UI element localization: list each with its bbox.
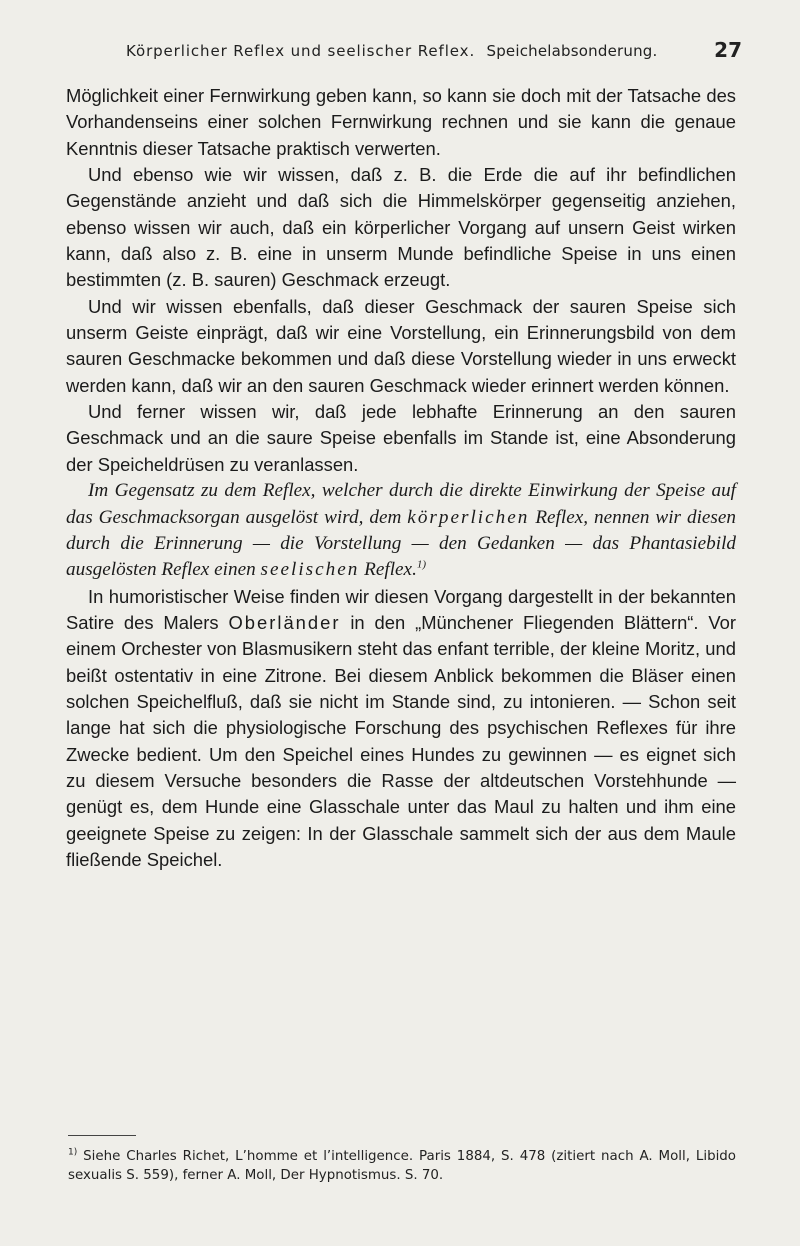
main-text <box>66 83 736 873</box>
running-title-line <box>126 42 658 60</box>
footnote-mark: 1) <box>68 1147 78 1158</box>
spaced-name-oberlaender: Oberländer <box>228 611 341 633</box>
paragraph-4: Und ferner wissen wir, daß jede lebhafte Erinnerung an den sauren Geschmack und an die saure Speise ebenfalls im Stande ist, eine Absonderung der Speicheldrüsen zu veranlassen. <box>66 401 736 475</box>
paragraph-3: Und wir wissen ebenfalls, daß dieser Geschmack der sauren Speise sich unserm Geiste einprägt, daß wir eine Vorstellung, ein Erinnerungsbild von dem sauren Geschmacke bekommen und daß diese Vorstellung wieder in uns erweckt werden kann, daß wir an den sauren Geschmack wieder erinnert werden können. <box>66 295 736 396</box>
running-header <box>90 38 740 68</box>
spaced-term-koerperlichen: körperlichen <box>407 506 530 528</box>
humor-text-1: In humoristischer Weise finden wir diesen Vorgang dargestellt in der bekannten Satire des Malers <box>66 585 736 633</box>
paragraph-humor <box>66 584 736 874</box>
footnote <box>68 1147 736 1185</box>
paragraph-1: Möglichkeit einer Fernwirkung geben kann, so kann sie doch mit der Tatsache des Vorhandenseins einer solchen Fernwirkung rechnen und sie kann die genaue Kenntnis dieser Tatsache praktisch verwerten. <box>66 85 736 159</box>
footnote-divider <box>68 1135 136 1136</box>
section-title: Speichelabsonderung. <box>486 42 658 60</box>
humor-text-2: in den „Münchener Fliegenden Blättern“. Vor einem Orchester von Blasmusikern steht das enfant terrible, der kleine Moritz, und beißt ostentativ in eine Zitrone. Bei diesem Anblick bekommen die Bläser einen solchen Speichelfluß, daß sie nicht im Stande sind, zu intonieren. — Schon seit lange hat sich die physiologische Forschung des psychischen Reflexes für ihre Zwecke bedient. Um den Speichel eines Hundes zu gewinnen — es eignet sich zu diesem Versuche besonders die Rasse der altdeutschen Vorstehhunde — genügt es, dem Hunde eine Glasschale unter das Maul zu halten und ihm eine geeignete Speise zu zeigen: In der Glasschale sammelt sich der aus dem Maule fließende Speichel. <box>66 611 736 870</box>
footnote-reference: 1) <box>416 558 427 571</box>
definition-text-1: Im Gegensatz zu dem Reflex, welcher durch die direkte Einwirkung der Speise auf das Geschmacksorgan ausgelöst wird, dem <box>66 480 736 528</box>
spaced-term-seelischen: seelischen <box>260 559 360 581</box>
definition-text-2: Reflex, nennen wir diesen durch die Erinnerung — die Vorstellung — den Gedanken — das Phantasiebild ausgelösten Reflex einen <box>66 506 736 581</box>
definition-text-3: Reflex. <box>359 559 417 581</box>
paragraph-2: Und ebenso wie wir wissen, daß z. B. die Erde die auf ihr befindlichen Gegenstände anzieht und daß sich die Himmelskörper gegenseitig anziehen, ebenso wissen wir auch, daß ein körperlicher Vorgang auf unsern Geist wirken kann, daß also z. B. eine in unserm Munde befindliche Speise in uns einen bestimmten (z. B. sauren) Geschmack erzeugt. <box>66 164 736 291</box>
italic-definition-paragraph <box>66 478 736 583</box>
page-number: 27 <box>714 38 742 62</box>
footnote-text: Siehe Charles Richet, L’homme et l’intelligence. Paris 1884, S. 478 (zitiert nach A. Moll, Libido sexualis S. 559), ferner A. Moll, Der Hypnotismus. S. 70. <box>68 1149 737 1183</box>
running-title: Körperlicher Reflex und seelischer Reflex. <box>126 42 476 60</box>
